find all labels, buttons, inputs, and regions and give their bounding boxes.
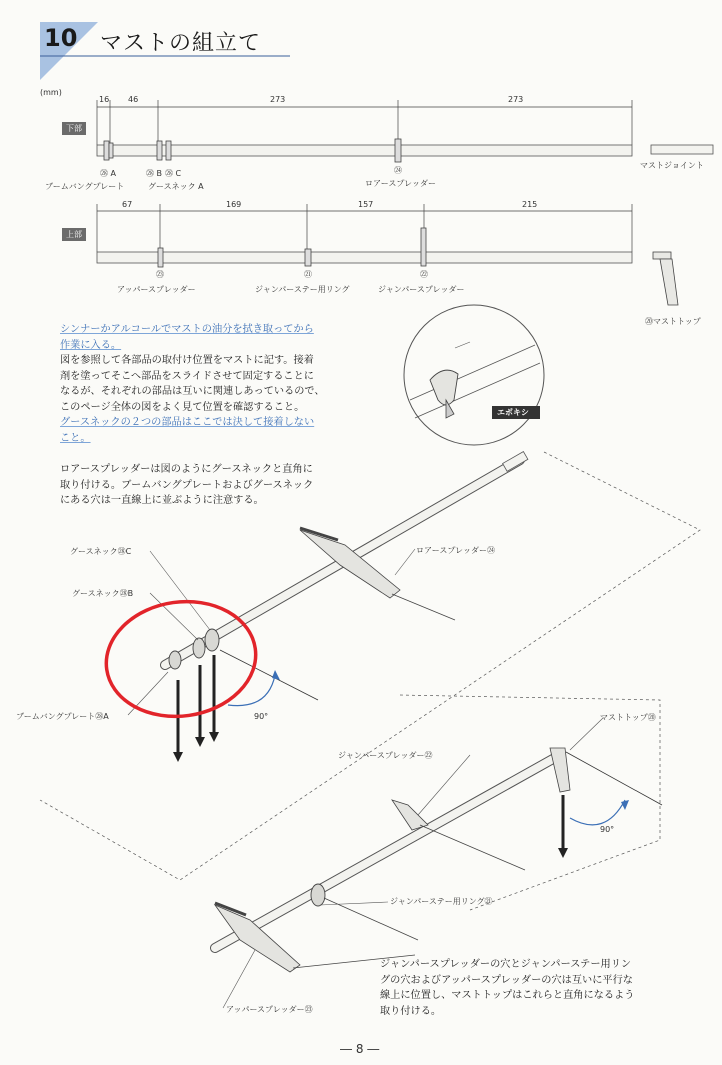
instruction-line-1: シンナーかアルコールでマストの油分を拭き取ってから bbox=[60, 324, 314, 335]
lower-dim-4: 273 bbox=[508, 95, 524, 104]
angle-label-2: 90° bbox=[600, 825, 615, 834]
upper-spreader-callout: アッパースプレッダー㉓ bbox=[226, 1005, 313, 1014]
mast-top-label: ⑳マストトップ bbox=[645, 317, 701, 326]
spreader-note bbox=[60, 462, 360, 509]
lower-dim-3: 273 bbox=[270, 95, 286, 104]
lower-part-28b: ㉘ B bbox=[146, 169, 163, 178]
epoxy-label: エポキシ bbox=[497, 408, 529, 417]
upper-part-21: ㉑ bbox=[304, 270, 312, 279]
lower-spreader-callout: ロアースプレッダー㉔ bbox=[416, 546, 495, 555]
instruction-line-2: 作業に入る。 bbox=[60, 339, 122, 351]
lower-dim-1: 16 bbox=[99, 95, 110, 104]
mast-top-callout: マストトップ⑳ bbox=[600, 713, 656, 722]
jumper-spreader-callout: ジャンパースプレッダー㉒ bbox=[338, 751, 433, 760]
units-label: (mm) bbox=[40, 88, 62, 97]
lower-part-24: ㉔ bbox=[394, 166, 402, 175]
instruction-line-3: 図を参照して各部品の取付け位置をマストに記す。接着 bbox=[60, 355, 314, 366]
instruction-line-7: グースネックの２つの部品はここでは決して接着しない bbox=[60, 417, 315, 428]
lower-part-28c: ㉘ C bbox=[165, 169, 182, 178]
final-note bbox=[380, 957, 680, 1019]
final-note-line-1: ジャンパースプレッダーの穴とジャンパーステー用リン bbox=[380, 959, 632, 970]
gooseneck-c-callout: グースネック㉘C bbox=[70, 547, 132, 556]
mast-top-piece bbox=[653, 252, 678, 305]
upper-spreader-label: アッパースプレッダー bbox=[117, 285, 196, 294]
mast-joint-label: マストジョイント bbox=[640, 161, 704, 170]
spreader-note-line-2: 取り付ける。ブームバングプレートおよびグースネック bbox=[60, 479, 314, 491]
gooseneck-b-callout: グースネック㉘B bbox=[72, 589, 134, 598]
spreader-note-line-3: にある穴は一直線上に並ぶように注意する。 bbox=[60, 495, 264, 506]
lower-part-tag: 下部 bbox=[62, 122, 86, 135]
jumper-spreader-label: ジャンパースプレッダー bbox=[378, 285, 465, 294]
instructions-paragraph bbox=[60, 322, 380, 446]
final-note-line-3: 線上に位置し、マストトップはこれらと直角になるよう bbox=[380, 990, 635, 1001]
instruction-line-4: 剤を塗ってそこへ部品をスライドさせて固定することに bbox=[60, 370, 314, 382]
final-note-line-4: 取り付ける。 bbox=[380, 1005, 442, 1017]
instruction-line-5: なるが、それぞれの部品は互いに関連しあっているので、 bbox=[60, 386, 325, 397]
instruction-line-8: こと。 bbox=[60, 432, 91, 444]
spreader-note-line-1: ロアースプレッダーは図のようにグースネックと直角に bbox=[60, 464, 313, 475]
upper-part-23: ㉓ bbox=[156, 270, 164, 279]
page-title: マストの組立て bbox=[100, 31, 262, 56]
upper-mast-tube bbox=[97, 252, 632, 263]
boom-vang-callout: ブームバングプレート㉘A bbox=[16, 712, 109, 721]
gooseneck-a-label: グースネック A bbox=[148, 182, 204, 191]
diagram1-frame bbox=[40, 452, 700, 880]
boom-vang-label: ブームバングプレート bbox=[45, 182, 125, 191]
upper-dim-3: 157 bbox=[358, 200, 374, 209]
mast-joint-tube bbox=[651, 145, 713, 154]
instruction-line-6: このページ全体の図をよく見て位置を確認すること。 bbox=[60, 401, 305, 413]
upper-dim-2: 169 bbox=[226, 200, 242, 209]
lower-dimension-lines bbox=[97, 100, 632, 145]
lower-spreader-label: ロアースプレッダー bbox=[365, 179, 436, 188]
upper-dim-1: 67 bbox=[122, 200, 133, 209]
diagram2-frame bbox=[400, 695, 660, 910]
jumper-ring-callout: ジャンパーステー用リング㉑ bbox=[390, 897, 493, 906]
upper-dimension-lines bbox=[97, 204, 632, 252]
section-number: 10 bbox=[44, 24, 78, 52]
upper-dim-4: 215 bbox=[522, 200, 538, 209]
upper-part-22: ㉒ bbox=[420, 270, 428, 279]
lower-dim-2: 46 bbox=[128, 95, 139, 104]
jumper-ring-label: ジャンパーステー用リング bbox=[255, 285, 350, 294]
final-note-line-2: グの穴およびアッパースプレッダーの穴は互いに平行な bbox=[380, 974, 633, 986]
lower-mast-tube bbox=[97, 145, 632, 156]
page-number: ― 8 ― bbox=[340, 1042, 380, 1056]
epoxy-detail bbox=[404, 305, 544, 445]
angle-label-1: 90° bbox=[254, 712, 269, 721]
lower-part-28a: ㉘ A bbox=[100, 169, 117, 178]
upper-part-tag: 上部 bbox=[62, 228, 86, 241]
